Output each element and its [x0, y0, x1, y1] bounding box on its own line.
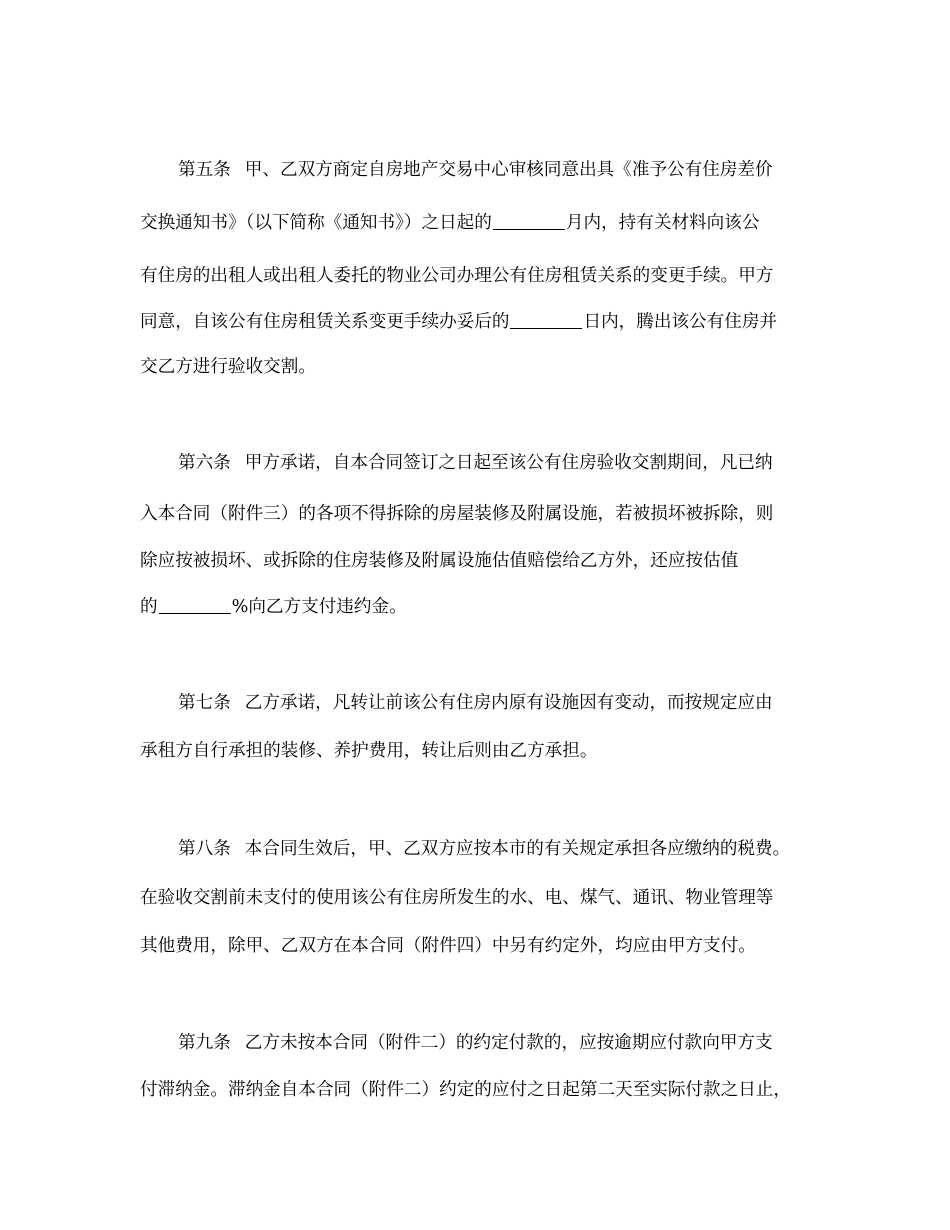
text-segment: 甲、乙双方商定自房地产交易中心审核同意出具《准予公有住房差价	[244, 160, 773, 180]
article-6-line-4	[140, 595, 407, 619]
article-8-label: 第八条	[178, 839, 231, 859]
blank-field-days[interactable]	[510, 310, 582, 329]
text-segment: 月内，持有关材料向该公	[565, 213, 760, 233]
article-9-label: 第九条	[178, 1033, 231, 1053]
text-segment: 其他费用，除甲、乙双方在本合同（附件四）中另有约定外，均应由甲方支付。	[140, 936, 756, 956]
article-5-line-4	[140, 310, 777, 334]
article-5-line-1	[178, 158, 773, 182]
text-segment: 乙方未按本合同（附件二）的约定付款的，应按逾期应付款向甲方支	[244, 1033, 773, 1053]
article-6-line-1	[178, 451, 773, 475]
article-7-line-1	[178, 691, 773, 715]
article-5-line-3	[140, 264, 773, 288]
text-segment: 乙方承诺，凡转让前该公有住房内原有设施因有变动，而按规定应由	[244, 693, 773, 713]
text-segment: 的	[140, 597, 158, 617]
text-segment: 承租方自行承担的装修、养护费用，转让后则由乙方承担。	[140, 741, 598, 761]
article-7-label: 第七条	[178, 693, 231, 713]
article-6-line-2	[140, 502, 773, 526]
article-5-label: 第五条	[178, 160, 231, 180]
article-7-line-2	[140, 739, 597, 763]
text-segment: 甲方承诺，自本合同签订之日起至该公有住房验收交割期间，凡已纳	[244, 453, 773, 473]
text-segment: 有住房的出租人或出租人委托的物业公司办理公有住房租赁关系的变更手续。甲方	[140, 266, 774, 286]
text-segment: 交乙方进行验收交割。	[140, 357, 316, 377]
text-segment: 本合同生效后，甲、乙双方应按本市的有关规定承担各应缴纳的税费。	[244, 839, 791, 859]
text-segment: 付滞纳金。滞纳金自本合同（附件二）约定的应付之日起第二天至实际付款之日止，	[140, 1080, 791, 1100]
text-segment: %向乙方支付违约金。	[231, 597, 407, 617]
text-segment: 同意，自该公有住房租赁关系变更手续办妥后的	[140, 312, 510, 332]
article-6-label: 第六条	[178, 453, 231, 473]
text-segment: 除应按被损坏、或拆除的住房装修及附属设施估值赔偿给乙方外，还应按估值	[140, 551, 739, 571]
blank-field-months[interactable]	[493, 211, 565, 230]
article-8-line-3	[140, 934, 756, 958]
text-segment: 在验收交割前未支付的使用该公有住房所发生的水、电、煤气、通讯、物业管理等	[140, 888, 774, 908]
article-8-line-2	[140, 886, 773, 910]
article-5-line-2	[140, 211, 759, 235]
article-9-line-2	[140, 1078, 791, 1102]
blank-field-percent[interactable]	[159, 595, 231, 614]
article-5-line-5	[140, 355, 316, 379]
article-9-line-1	[178, 1031, 773, 1055]
article-6-line-3	[140, 549, 738, 573]
text-segment: 入本合同（附件三）的各项不得拆除的房屋装修及附属设施，若被损坏被拆除，则	[140, 504, 774, 524]
text-segment: 交换通知书》（以下简称《通知书》）之日起的	[140, 213, 492, 233]
article-8-line-1	[178, 837, 790, 861]
text-segment: 日内，腾出该公有住房并	[583, 312, 778, 332]
